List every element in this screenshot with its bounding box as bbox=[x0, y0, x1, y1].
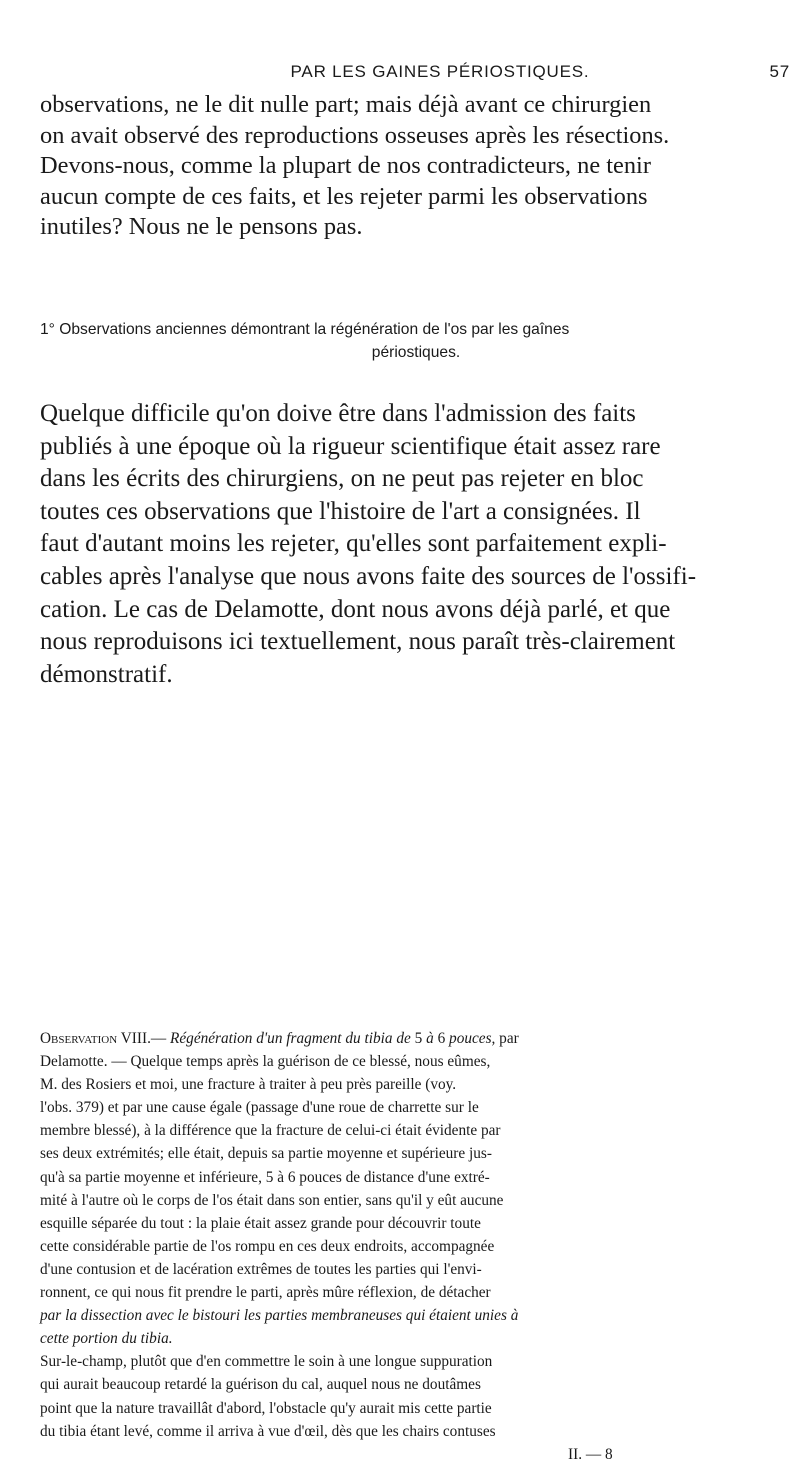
observation-title-line bbox=[40, 1027, 792, 1050]
text-line: dans les écrits des chirurgiens, on ne peut pas rejeter en bloc bbox=[40, 465, 644, 493]
observation-block bbox=[40, 1027, 792, 1466]
text-line: on avait observé des reproductions osseuses après les résections. bbox=[40, 121, 670, 149]
running-head bbox=[90, 62, 790, 82]
page-number: 57 bbox=[769, 62, 790, 81]
text-line: d'une contusion et de lacération extrêmes de toutes les parties qui l'envi- bbox=[40, 1260, 482, 1278]
text-line: cation. Le cas de Delamotte, dont nous avons déjà parlé, et que bbox=[40, 595, 671, 623]
text-line: démonstratif. bbox=[40, 660, 173, 688]
text-line: nous reproduisons ici textuellement, nous paraît très-clairement bbox=[40, 628, 676, 656]
text-line-italic: cette portion du tibia. bbox=[40, 1330, 173, 1348]
text-line: cette considérable partie de l'os rompu en ces deux endroits, accompagnée bbox=[40, 1237, 495, 1255]
text-line: l'obs. 379) et par une cause égale (passage d'une roue de charrette sur le bbox=[40, 1099, 479, 1117]
text-line: qui aurait beaucoup retardé la guérison du cal, auquel nous ne doutâmes bbox=[40, 1376, 481, 1394]
observation-dash: — bbox=[150, 1030, 171, 1047]
section-heading bbox=[40, 318, 792, 364]
text-line: inutiles? Nous ne le pensons pas. bbox=[40, 213, 363, 240]
text-line: esquille séparée du tout : la plaie était assez grande pour découvrir toute bbox=[40, 1214, 481, 1232]
observation-title-tail: par bbox=[495, 1030, 519, 1047]
text-line: toutes ces observations que l'histoire de l'art a consignées. Il bbox=[40, 497, 641, 525]
text-line: Quelque difficile qu'on doive être dans l'admission des faits bbox=[40, 400, 636, 427]
text-line: ses deux extrémités; elle était, depuis sa partie moyenne et supérieure jus- bbox=[40, 1145, 492, 1163]
text-line: M. des Rosiers et moi, une fracture à traiter à peu près pareille (voy. bbox=[40, 1076, 457, 1094]
text-line: faut d'autant moins les rejeter, qu'elles sont parfaitement expli- bbox=[40, 530, 667, 558]
text-line: mité à l'autre où le corps de l'os était dans son entier, sans qu'il y eût aucune bbox=[40, 1191, 504, 1209]
text-line: ronnent, ce qui nous fit prendre le parti, après mûre réflexion, de détacher bbox=[40, 1284, 491, 1302]
text-line: Delamotte. — Quelque temps après la guérison de ce blessé, nous eûmes, bbox=[40, 1053, 491, 1071]
observation-title-number: 6 bbox=[433, 1030, 450, 1047]
running-head-title: PAR LES GAINES PÉRIOSTIQUES. bbox=[290, 62, 590, 81]
text-line: observations, ne le dit nulle part; mais déjà avant ce chirurgien bbox=[40, 91, 652, 118]
text-line: point que la nature travaillât d'abord, l'obstacle qu'y aurait mis cette partie bbox=[40, 1399, 492, 1417]
observation-title-a: à bbox=[426, 1030, 434, 1047]
observation-title-pouces: pouces, bbox=[449, 1030, 496, 1047]
signature-mark: II. — 8 bbox=[568, 1445, 613, 1463]
section-heading-line: 1° Observations anciennes démontrant la régénération de l'os par les gaînes bbox=[40, 321, 570, 338]
text-line: du tibia étant levé, comme il arriva à vue d'œil, dès que les chairs contuses bbox=[40, 1422, 496, 1440]
text-line: qu'à sa partie moyenne et inférieure, 5 à 6 pouces de distance d'une extré- bbox=[40, 1168, 490, 1186]
text-line: Devons-nous, comme la plupart de nos contradicteurs, ne tenir bbox=[40, 152, 651, 179]
text-line-italic: par la dissection avec le bistouri les parties membraneuses qui étaient unies à bbox=[40, 1307, 519, 1325]
text-line: aucun compte de ces faits, et les rejeter parmi les observations bbox=[40, 182, 648, 210]
section-heading-line: périostiques. bbox=[371, 344, 461, 361]
text-line: Sur-le-champ, plutôt que d'en commettre le soin à une longue suppuration bbox=[40, 1353, 493, 1371]
intro-paragraph bbox=[40, 90, 792, 243]
main-paragraph bbox=[40, 398, 792, 691]
text-line: cables après l'analyse que nous avons faite des sources de l'ossifi- bbox=[40, 562, 697, 590]
observation-title-number: 5 bbox=[410, 1030, 427, 1047]
text-line: membre blessé), à la différence que la fracture de celui-ci était évidente par bbox=[40, 1122, 501, 1140]
text-line: publiés à une époque où la rigueur scientifique était assez rare bbox=[40, 432, 661, 460]
observation-label: Observation VIII. bbox=[40, 1030, 151, 1047]
observation-title: Régénération d'un fragment du tibia de bbox=[170, 1030, 411, 1047]
